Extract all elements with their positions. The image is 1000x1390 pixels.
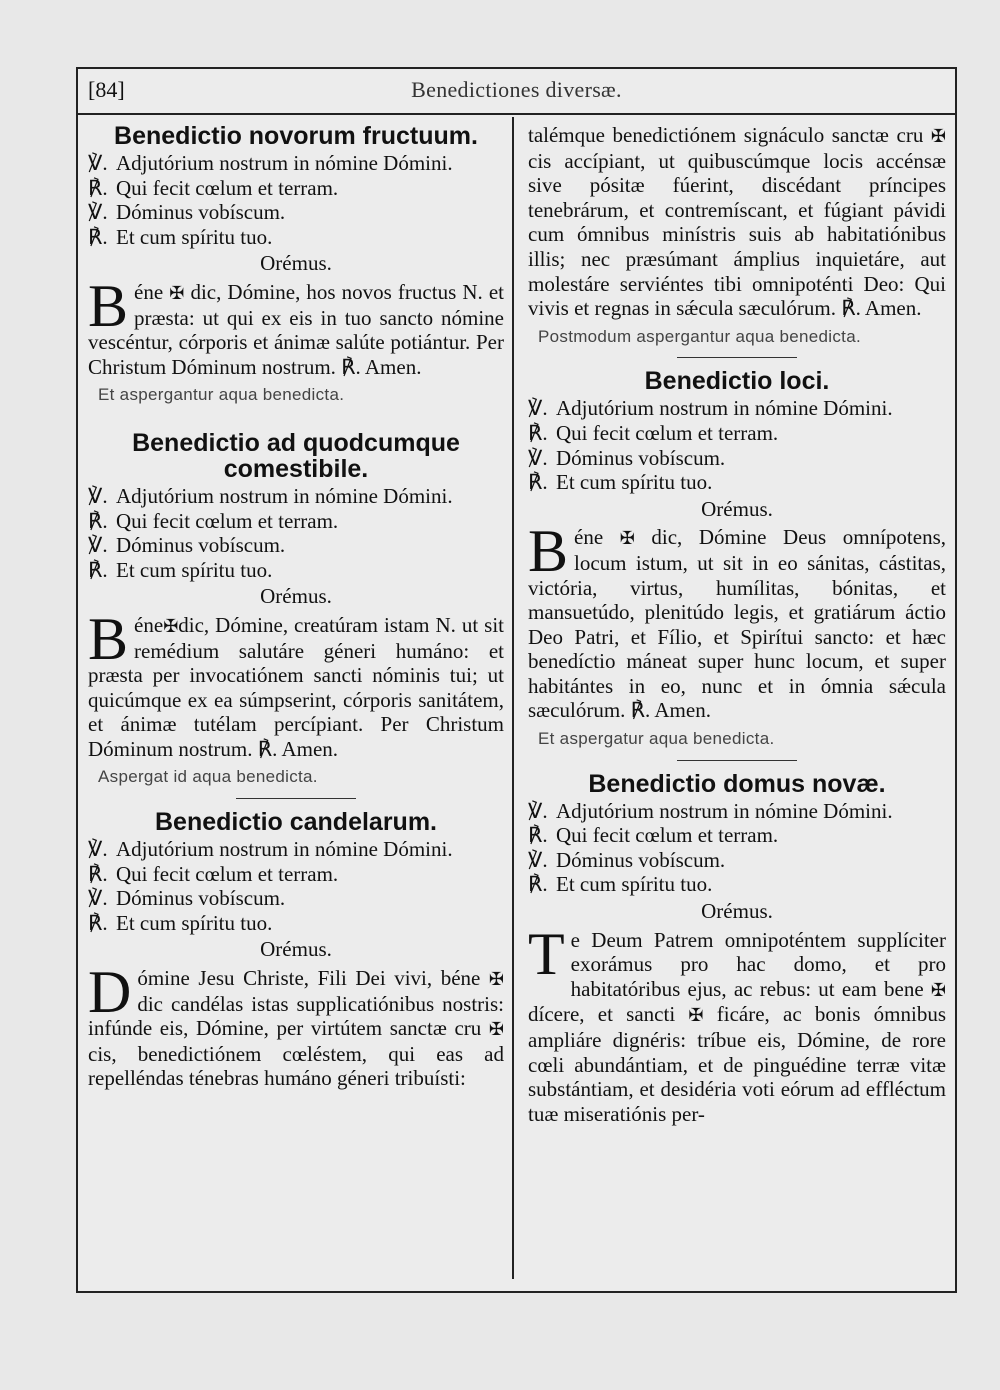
versicle: ℣. Adjutórium nostrum in nómine Dómini. — [528, 396, 893, 421]
response: ℟. Qui fecit cœlum et terram. — [88, 861, 339, 886]
versicle: ℣. Adjutórium nostrum in nómine Dómini. — [528, 798, 893, 823]
section-domus-novae — [528, 771, 946, 1127]
response: ℟. Qui fecit cœlum et terram. — [528, 823, 779, 848]
cross-icon: ✠ — [488, 1019, 504, 1040]
cross-icon: ✠ — [619, 528, 635, 549]
rubric: Aspergat id aqua benedicta. — [98, 767, 318, 787]
column-divider — [512, 117, 514, 1279]
cross-icon: ✠ — [688, 1005, 704, 1026]
response: ℟. Qui fecit cœlum et terram. — [528, 420, 779, 445]
prayer-text: talémque benedictiónem signáculo sanctæ cru ✠ cis accípiant, ut quibuscúmque locis accénsæ sive pósitæ fúerint, discédant príncipes tenebrárum, et contremíscant, et fúgiant pávidi cum ómnibus minístris suis ab habitatiónibus illis; nec præsúmant ámplius inquietáre, aut molestáre serviéntes tibi omnipoténti Deo: Qui vivis et regnas in sǽcula sæculórum. ℟. Amen. — [528, 123, 946, 321]
versicle: ℣. Dóminus vobíscum. — [528, 445, 726, 470]
drop-cap: B — [528, 518, 569, 585]
prayer-text: Te Deum Patrem omnipoténtem supplíciter exorámus pro hac domo, et pro habitatóribus ejus, ac rebus: ut eam bene ✠ dícere, et sancti ✠ ficáre, ac bonis ómnibus ampliáre dignéris: tríbue eis, Dómine, de rore cœli abundántiam, et de pinguédine terræ vitæ substántiam, et desidéria voti eórum ad effléctum tuæ miseratiónis per- — [528, 920, 946, 1126]
drop-cap: D — [88, 959, 132, 1026]
prayer-text: Béne ✠ dic, Dómine Deus omnípotens, locum istum, ut sit in eo sánitas, cástitas, victória, virtus, humílitas, bónitas, et mansuetúdo, plenitúdo legis, et gratiárum áctio Deo Patri, et Fílio, et Spirítui sancto: et hæc benedíctio máneat super hunc locum, et super habitántes in eo, nunc et in ómnia sǽcula sæculórum. ℟. Amen. — [528, 518, 946, 723]
page-header — [88, 77, 945, 107]
rubric: Postmodum aspergantur aqua benedicta. — [538, 326, 861, 346]
drop-cap: T — [528, 920, 565, 987]
response: ℟. Qui fecit cœlum et terram. — [88, 508, 339, 533]
oremus: Orémus. — [260, 251, 332, 276]
left-column — [88, 119, 504, 1093]
versicle: ℣. Dóminus vobíscum. — [528, 847, 726, 872]
page-number: [84] — [88, 77, 125, 102]
rubric: Et aspergatur aqua benedicta. — [538, 729, 775, 749]
prayer-text: Dómine Jesu Christe, Fili Dei vivi, béne ✠ dic candélas istas supplicatiónibus nostris: infúnde eis, Dómine, per virtútem sanctæ cru ✠ cis, benedictiónem cœléstem, qui eas ad repelléndas ténebras humáno géneri tribuísti: — [88, 959, 504, 1091]
drop-cap: B — [88, 272, 129, 339]
versicle: ℣. Dóminus vobíscum. — [88, 200, 286, 225]
response: ℟. Et cum spíritu tuo. — [88, 910, 273, 935]
cross-icon: ✠ — [930, 126, 946, 146]
header-rule — [78, 113, 955, 115]
response: ℟. Et cum spíritu tuo. — [528, 872, 713, 897]
rubric: Et aspergantur aqua benedicta. — [98, 385, 345, 405]
right-column — [528, 119, 946, 1128]
cross-icon: ✠ — [930, 979, 946, 1000]
versicle: ℣. Adjutórium nostrum in nómine Dómini. — [88, 151, 453, 175]
book-page — [76, 67, 957, 1293]
section-loci — [528, 368, 946, 751]
response: ℟. Et cum spíritu tuo. — [528, 470, 713, 495]
oremus: Orémus. — [260, 584, 332, 609]
response: ℟. Qui fecit cœlum et terram. — [88, 175, 339, 200]
section-title: Benedictio candelarum. — [154, 808, 438, 837]
prayer-text: Béne ✠ dic, Dómine, hos novos fructus N. et præsta: ut qui ex eis in tuo sancto nómine vescéntur, córporis et ánimæ salúte potiántur. Per Christum Dóminum nostrum. ℟. Amen. — [88, 272, 504, 379]
section-rule — [677, 760, 797, 761]
versicle: ℣. Dóminus vobíscum. — [88, 533, 286, 558]
section-novorum-fructuum — [88, 123, 504, 408]
drop-cap: B — [88, 605, 129, 672]
oremus: Orémus. — [701, 899, 773, 924]
section-title: Benedictio loci. — [644, 367, 830, 396]
section-continuation — [528, 123, 946, 349]
response: ℟. Et cum spíritu tuo. — [88, 557, 273, 582]
cross-icon: ✠ — [169, 282, 185, 303]
section-title: Benedictio ad quodcumque comestibile. — [132, 428, 460, 483]
versicle: ℣. Dóminus vobíscum. — [88, 886, 286, 911]
section-rule — [236, 798, 356, 799]
prayer-text: Béne✠dic, Dómine, creatúram istam N. ut sit remédium salutáre géneri humáno: et præsta per invocatiónem sancti nóminis tui; ut quicúmque ex ea súmpserint, córporis sanitátem, et ánimæ tutélam percípiant. Per Christum Dóminum nostrum. ℟. Amen. — [88, 605, 504, 761]
section-title: Benedictio novorum fructuum. — [114, 122, 478, 150]
cross-icon: ✠ — [163, 615, 179, 636]
section-rule — [677, 357, 797, 358]
section-quodcumque-comestibile — [88, 430, 504, 790]
versicle: ℣. Adjutórium nostrum in nómine Dómini. — [88, 483, 453, 508]
oremus: Orémus. — [701, 496, 773, 521]
versicle: ℣. Adjutórium nostrum in nómine Dómini. — [88, 837, 453, 862]
oremus: Orémus. — [260, 937, 332, 962]
running-title: Benedictiones diversæ. — [411, 77, 622, 102]
cross-icon: ✠ — [488, 969, 504, 990]
response: ℟. Et cum spíritu tuo. — [88, 224, 273, 249]
section-candelarum — [88, 809, 504, 1091]
section-title: Benedictio domus novæ. — [588, 769, 886, 798]
